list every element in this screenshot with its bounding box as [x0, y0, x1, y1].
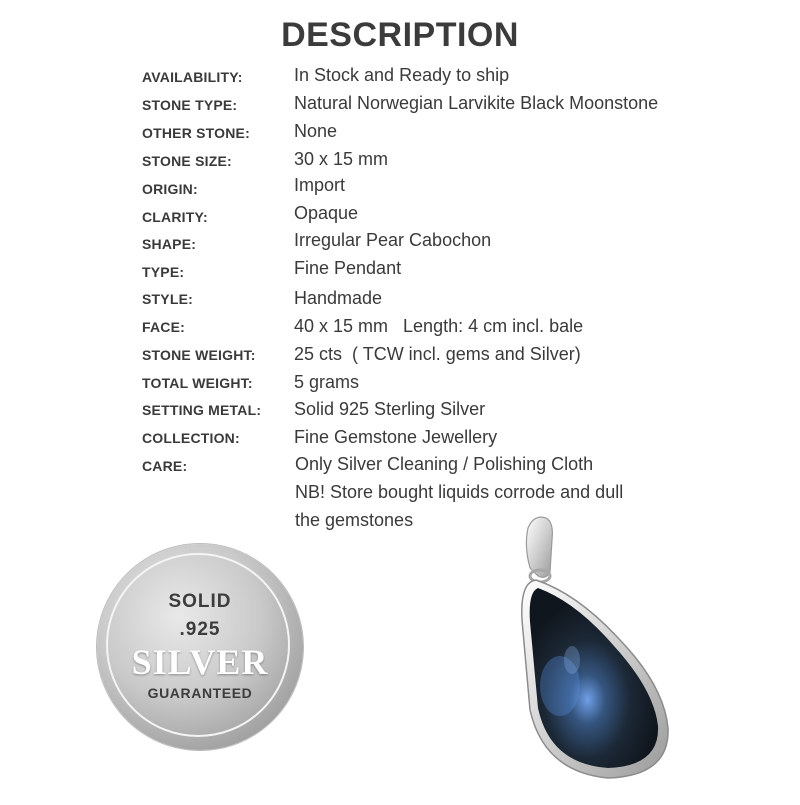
- spec-label: STONE WEIGHT:: [142, 347, 256, 363]
- spec-value: Solid 925 Sterling Silver: [294, 399, 486, 419]
- spec-label: FACE:: [142, 319, 185, 335]
- care-note: NB! Store bought liquids corrode and dull: [295, 482, 624, 502]
- spec-value: Irregular Pear Cabochon: [294, 230, 492, 250]
- spec-value: 25 cts ( TCW incl. gems and Silver): [294, 344, 581, 364]
- care-note: the gemstones: [295, 510, 414, 530]
- spec-value: Handmade: [294, 288, 383, 308]
- spec-label: CARE:: [142, 458, 188, 474]
- spec-label: STONE TYPE:: [142, 97, 238, 113]
- spec-value: Natural Norwegian Larvikite Black Moonstone: [294, 93, 659, 113]
- spec-row-stone-weight: [0, 344, 800, 370]
- spec-row-origin: [0, 175, 800, 201]
- spec-row-collection: [0, 427, 800, 453]
- spec-row-other-stone: [0, 121, 800, 147]
- spec-value: Only Silver Cleaning / Polishing Cloth: [295, 454, 594, 474]
- spec-label: TYPE:: [142, 264, 185, 280]
- bale-shape: [526, 517, 552, 577]
- spec-value: 5 grams: [294, 372, 360, 392]
- spec-row-face: [0, 316, 800, 342]
- spec-label: SHAPE:: [142, 236, 197, 252]
- spec-value: Import: [294, 175, 346, 195]
- stone-flash: [564, 646, 580, 674]
- spec-label: SETTING METAL:: [142, 402, 262, 418]
- spec-label: CLARITY:: [142, 209, 208, 225]
- spec-value: 30 x 15 mm: [294, 149, 389, 169]
- page-title: DESCRIPTION: [281, 16, 519, 54]
- seal-text-925: .925: [179, 619, 221, 640]
- spec-value: 40 x 15 mm Length: 4 cm incl. bale: [294, 316, 584, 336]
- spec-value: None: [294, 121, 338, 141]
- spec-label: OTHER STONE:: [142, 125, 250, 141]
- spec-row-clarity: [0, 203, 800, 229]
- spec-row-type: [0, 258, 800, 284]
- spec-row-shape: [0, 230, 800, 256]
- spec-row-total-weight: [0, 372, 800, 398]
- seal-text-guaranteed: GUARANTEED: [147, 685, 253, 701]
- spec-row-style: [0, 288, 800, 314]
- pendant-image: [500, 510, 680, 800]
- spec-label: COLLECTION:: [142, 430, 240, 446]
- care-note-line-2: [0, 510, 800, 536]
- silver-guarantee-seal: [97, 544, 303, 750]
- seal-text-solid: SOLID: [168, 591, 232, 612]
- spec-row-stone-size: [0, 149, 800, 175]
- spec-label: AVAILABILITY:: [142, 69, 243, 85]
- spec-label: STYLE:: [142, 291, 193, 307]
- seal-text-silver: SILVER: [131, 642, 269, 682]
- spec-label: STONE SIZE:: [142, 153, 232, 169]
- spec-row-care: [0, 454, 800, 480]
- spec-label: ORIGIN:: [142, 181, 198, 197]
- spec-row-availability: [0, 65, 800, 91]
- spec-value: Fine Pendant: [294, 258, 402, 278]
- care-note-line-1: [0, 482, 800, 508]
- spec-value: Opaque: [294, 203, 359, 223]
- spec-row-stone-type: [0, 93, 800, 119]
- spec-row-setting-metal: [0, 399, 800, 425]
- spec-value: Fine Gemstone Jewellery: [294, 427, 498, 447]
- spec-value: In Stock and Ready to ship: [294, 65, 510, 85]
- spec-label: TOTAL WEIGHT:: [142, 375, 253, 391]
- pendant-icon: [500, 510, 680, 800]
